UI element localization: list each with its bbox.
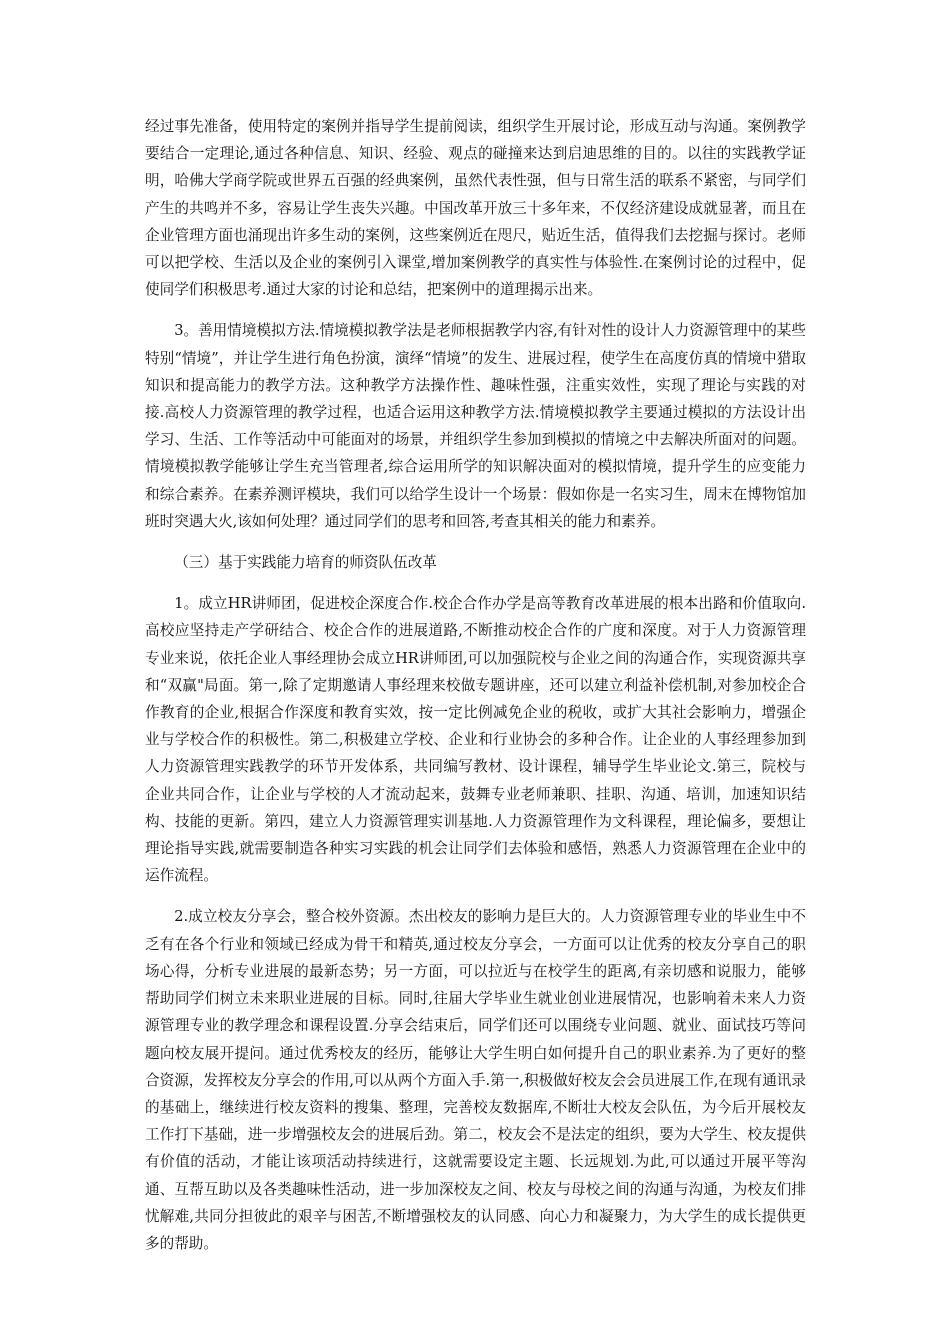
section-heading: （三）基于实践能力培育的师资队伍改革 bbox=[174, 554, 437, 572]
paragraph-hr-lecturer-group: 1。成立HR讲师团，促进校企深度合作.校企合作办学是高等教育改革进展的根本出路和价值取向.高校应坚持走产学研结合、校企合作的进展道路,不断推动校企合作的广度和深度。对于人力资源管理专业来说，依托企业人事经理协会成立HR讲师团,可以加强院校与企业之间的沟通合作，实现资源共享和“双赢"局面。第一,除了定期邀请人事经理来校做专题讲座，还可以建立利益补偿机制,对参加校企合作教育的企业,根据合作深度和教育实效，按一定比例减免企业的税收，或扩大其社会影响力，增强企业与学校合作的积极性。第二,积极建立学校、企业和行业协会的多种合作。让企业的人事经理参加到人力资源管理实践教学的环节开发体系，共同编写教材、设计课程，辅导学生毕业论文.第三，院校与企业共同合作，让企业与学校的人才流动起来，鼓舞专业老师兼职、挂职、沟通、培训，加速知识结构、技能的更新。第四，建立人力资源管理实训基地.人力资源管理作为文科课程，理论偏多，要想让理论指导实践,就需要制造各种实习实践的机会让同学们去体验和感悟，熟悉人力资源管理在企业中的运作流程。 bbox=[145, 595, 806, 885]
paragraph-alumni-sharing: 2.成立校友分享会，整合校外资源。杰出校友的影响力是巨大的。人力资源管理专业的毕业生中不乏有在各个行业和领域已经成为骨干和精英,通过校友分享会，一方面可以让优秀的校友分享自己的职场心得，分析专业进展的最新态势；另一方面，可以拉近与在校学生的距离,有亲切感和说服力，能够帮助同学们树立未来职业进展的目标。同时,往届大学毕业生就业创业进展情况，也影响着未来人力资源管理专业的教学理念和课程设置.分享会结束后，同学们还可以围绕专业问题、就业、面试技巧等问题向校友展开提问。通过优秀校友的经历，能够让大学生明白如何提升自己的职业素养.为了更好的整合资源，发挥校友分享会的作用,可以从两个方面入手.第一,积极做好校友会会员进展工作,在现有通讯录的基础上，继续进行校友资料的搜集、整理，完善校友数据库,不断壮大校友会队伍，为今后开展校友工作打下基础，进一步增强校友会的进展后劲。第二，校友会不是法定的组织，要为大学生、校友提供有价值的活动，才能让该项活动持续进行，这就需要设定主题、长远规划.为此,可以通过开展平等沟通、互帮互助以及各类趣味性活动，进一步加深校友之间、校友与母校之间的沟通与沟通，为校友们排忧解难,共同分担彼此的艰辛与困苦,不断增强校友的认同感、向心力和凝聚力，为大学生的成长提供更多的帮助。 bbox=[145, 908, 806, 1252]
document-page bbox=[145, 113, 806, 1257]
paragraph-case-teaching: 经过事先准备，使用特定的案例并指导学生提前阅读，组织学生开展讨论，形成互动与沟通。案例教学要结合一定理论,通过各种信息、知识、经验、观点的碰撞来达到启迪思维的目的。以往的实践教学证明，哈佛大学商学院或世界五百强的经典案例，虽然代表性强，但与日常生活的联系不紧密，与同学们产生的共鸣并不多，容易让学生丧失兴趣。中国改革开放三十多年来，不仅经济建设成就显著，而且在企业管理方面也涌现出许多生动的案例，这些案例近在咫尺，贴近生活，值得我们去挖掘与探讨。老师可以把学校、生活以及企业的案例引入课堂,增加案例教学的真实性与体验性.在案例讨论的过程中，促使同学们积极思考.通过大家的讨论和总结，把案例中的道理揭示出来。 bbox=[145, 118, 806, 299]
paragraph-situational-simulation: 3。善用情境模拟方法.情境模拟教学法是老师根据教学内容,有针对性的设计人力资源管理中的某些特别“情境”，并让学生进行角色扮演，演绎“情境”的发生、进展过程，使学生在高度仿真的情境中猎取知识和提高能力的教学方法。这种教学方法操作性、趣味性强，注重实效性，实现了理论与实践的对接.高校人力资源管理的教学过程，也适合运用这种教学方法.情境模拟教学主要通过模拟的方法设计出学习、生活、工作等活动中可能面对的场景，并组织学生参加到模拟的情境之中去解决所面对的问题。情境模拟教学能够让学生充当管理者,综合运用所学的知识解决面对的模拟情境，提升学生的应变能力和综合素养。在素养测评模块，我们可以给学生设计一个场景：假如你是一名实习生，周末在博物馆加班时突遇大火,该如何处理？通过同学们的思考和回答,考查其相关的能力和素养。 bbox=[145, 322, 806, 530]
